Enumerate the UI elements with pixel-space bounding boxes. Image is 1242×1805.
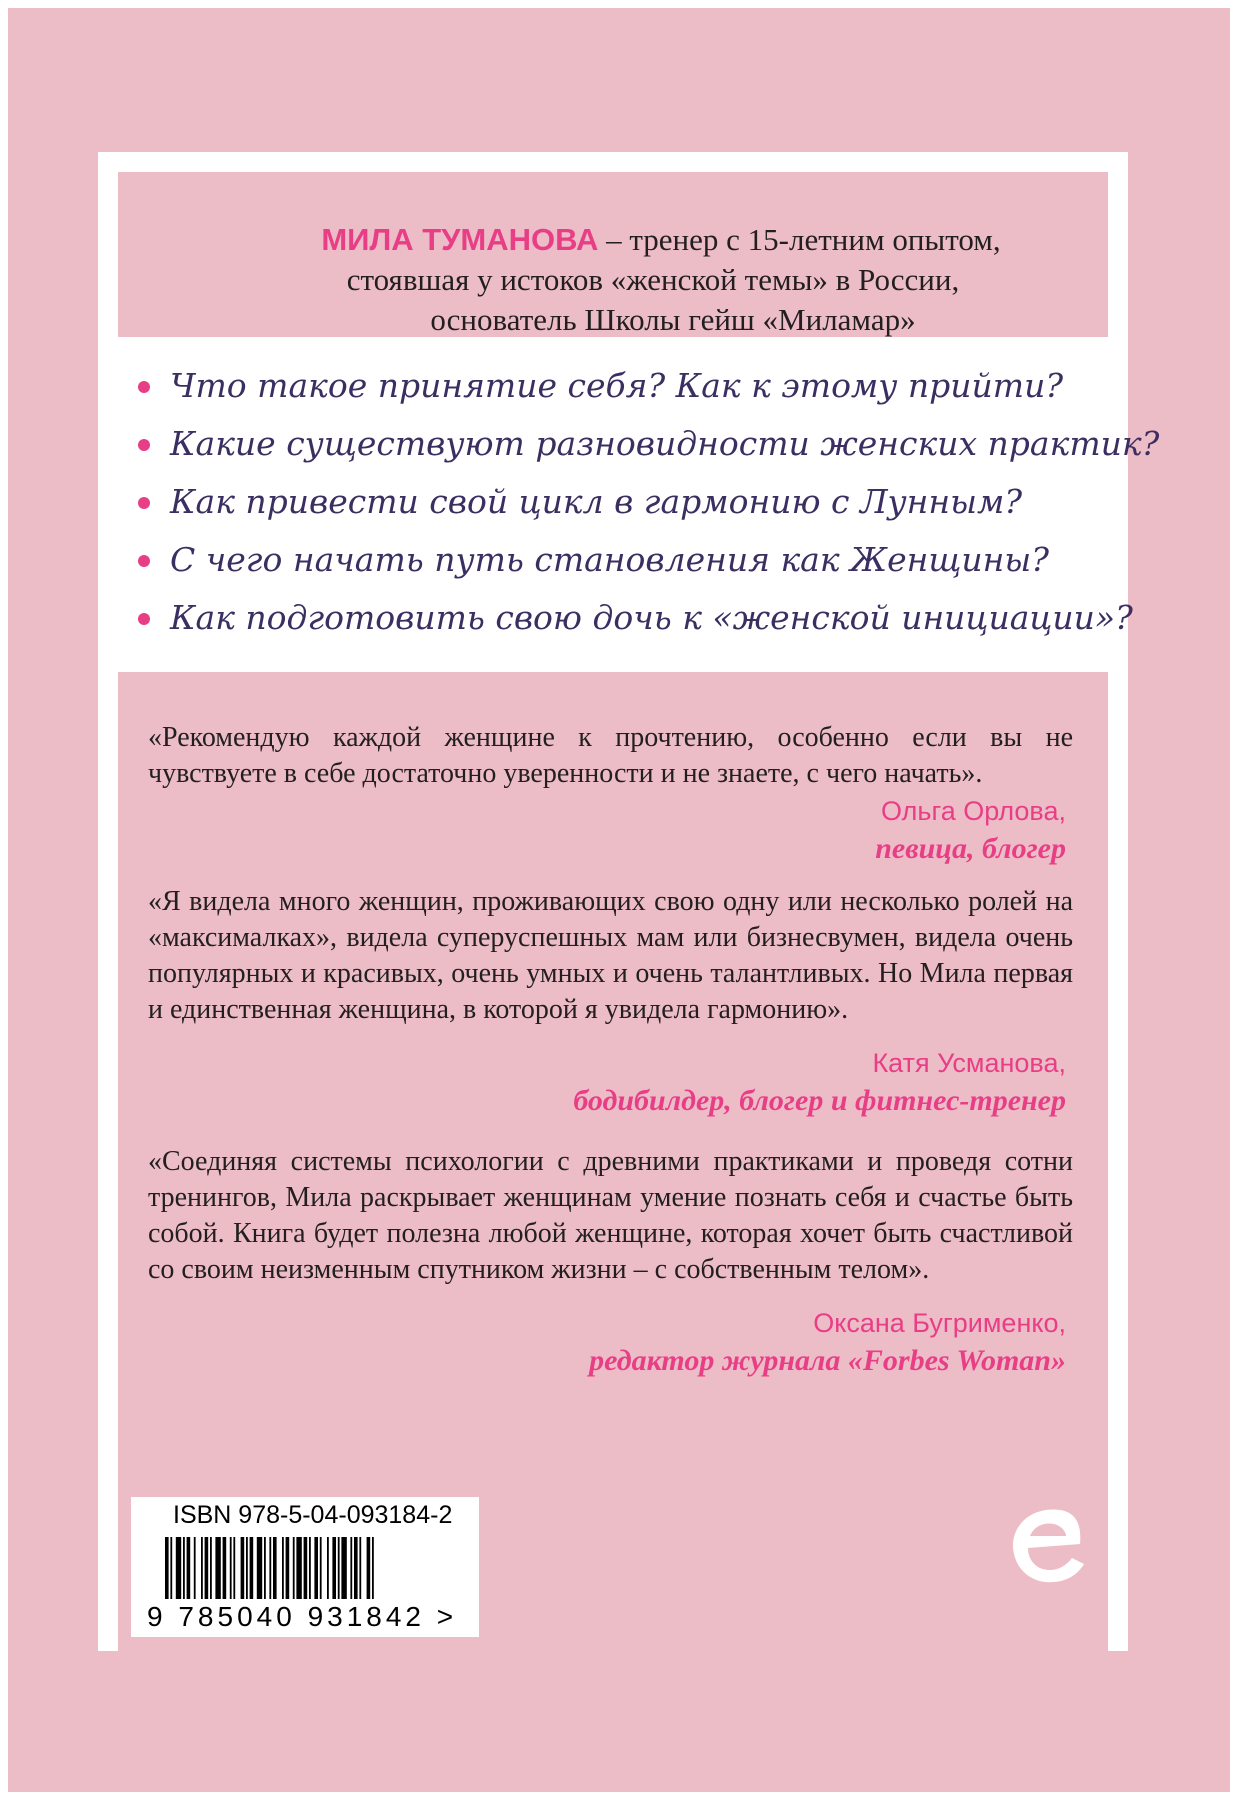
question-item [138, 531, 1098, 589]
question-item [138, 473, 1098, 531]
barcode-bar [367, 1537, 371, 1599]
question-text: Что такое принятие себя? Как к этому прийти? [170, 366, 1064, 405]
question-text: Как подготовить свою дочь к «женской инициации»? [170, 598, 1133, 637]
review-attribution-1 [875, 792, 1066, 868]
barcode-bar [286, 1537, 290, 1599]
barcode-bar [241, 1537, 245, 1599]
barcode-bar [205, 1537, 209, 1599]
barcode-bar [246, 1537, 248, 1599]
question-text: С чего начать путь становления как Женщины? [170, 540, 1049, 579]
isbn-number: ISBN 978-5-04-093184-2 [173, 1501, 453, 1529]
barcode-bar [309, 1537, 311, 1599]
barcode-bar [314, 1537, 318, 1599]
review-attribution-3 [589, 1304, 1066, 1380]
author-bio-line-1-text: – тренер с 15-летним опытом, [598, 222, 1001, 257]
barcode-bar [296, 1537, 301, 1599]
barcode-bar [282, 1537, 284, 1599]
author-bio-line-3: основатель Школы гейш «Миламар» [430, 302, 916, 337]
bullet-icon [138, 439, 150, 451]
barcode-bar [264, 1537, 266, 1599]
reviewer-name-3: Оксана Бугрименко, [813, 1308, 1066, 1338]
author-bio-line-2: стоявшая у истоков «женской темы» в России, [346, 262, 960, 297]
barcode-bar [354, 1537, 358, 1599]
barcode-bar [215, 1537, 220, 1599]
question-item [138, 415, 1160, 473]
barcode-bar [250, 1537, 254, 1599]
barcode-bar [320, 1537, 322, 1599]
barcode-bar [210, 1537, 212, 1599]
bullet-icon [138, 381, 150, 393]
author-bio-line-1 [118, 219, 1108, 260]
barcode-bar [350, 1537, 352, 1599]
barcode-bar [176, 1537, 181, 1599]
barcode-bar [223, 1537, 227, 1599]
bullet-icon [138, 555, 150, 567]
review-attribution-2 [573, 1044, 1066, 1120]
content-frame [98, 152, 1160, 1651]
barcode-bar [230, 1537, 232, 1599]
barcode-bar [338, 1537, 340, 1599]
barcode-bar [293, 1537, 295, 1599]
barcode-bar [304, 1537, 308, 1599]
bullet-icon [138, 613, 150, 625]
reviewer-name-2: Катя Усманова, [872, 1048, 1066, 1078]
book-back-cover [8, 8, 1230, 1792]
barcode-bar [359, 1537, 361, 1599]
question-list [138, 357, 1160, 647]
review-quote-3: «Соединяя системы психологии с древними практиками и проведя сотни тренингов, Мила раскрывает женщинам умение познать себя и счастье быть собой. Книга будет полезна любой женщине, которая хочет быть счастливой со своим неизменным спутником жизни – с собственным телом». [148, 1146, 1073, 1285]
reviewer-role-2: бодибилдер, блогер и фитнес-тренер [573, 1084, 1066, 1117]
barcode-bar [257, 1537, 262, 1599]
question-text: Какие существуют разновидности женских практик? [170, 424, 1160, 463]
isbn-barcode [131, 1497, 479, 1637]
question-text: Как привести свой цикл в гармонию с Лунным? [170, 482, 1023, 521]
reviewer-name-1: Ольга Орлова, [880, 796, 1066, 826]
barcode-bar [233, 1537, 235, 1599]
barcode-bar [194, 1537, 196, 1599]
bullet-icon [138, 497, 150, 509]
barcode-digits: 9 785040 931842 > [147, 1601, 458, 1632]
barcode-bar [165, 1537, 169, 1599]
review-quote-1: «Рекомендую каждой женщине к прочтению, особенно если вы не чувствуете в себе достаточно уверенности и не знаете, с чего начать». [148, 722, 1073, 789]
review-quote-2: «Я видела много женщин, проживающих свою одну или несколько ролей на «максималках», видела суперуспешных мам или бизнесвумен, видела очень популярных и красивых, очень умных и очень талантливых. Но Мила первая и единственная женщина, в которой я увидела гармонию». [148, 886, 1073, 1025]
barcode-bar [332, 1537, 336, 1599]
author-bio [118, 172, 1108, 337]
question-item [138, 589, 1133, 647]
reviewer-role-3: редактор журнала «Forbes Woman» [589, 1344, 1066, 1377]
barcode-bar [327, 1537, 329, 1599]
question-item [138, 357, 1098, 415]
barcode-bar [273, 1537, 277, 1599]
author-name: МИЛА ТУМАНОВА [321, 222, 599, 257]
publisher-logo-icon [998, 1492, 1088, 1602]
barcode-bar [170, 1537, 172, 1599]
barcode-bar [201, 1537, 203, 1599]
reviewer-role-1: певица, блогер [875, 832, 1066, 865]
barcode-bar [372, 1537, 374, 1599]
barcode-bar [341, 1537, 346, 1599]
barcode-bar [269, 1537, 271, 1599]
barcode-bar [187, 1537, 191, 1599]
barcode-bar [183, 1537, 185, 1599]
